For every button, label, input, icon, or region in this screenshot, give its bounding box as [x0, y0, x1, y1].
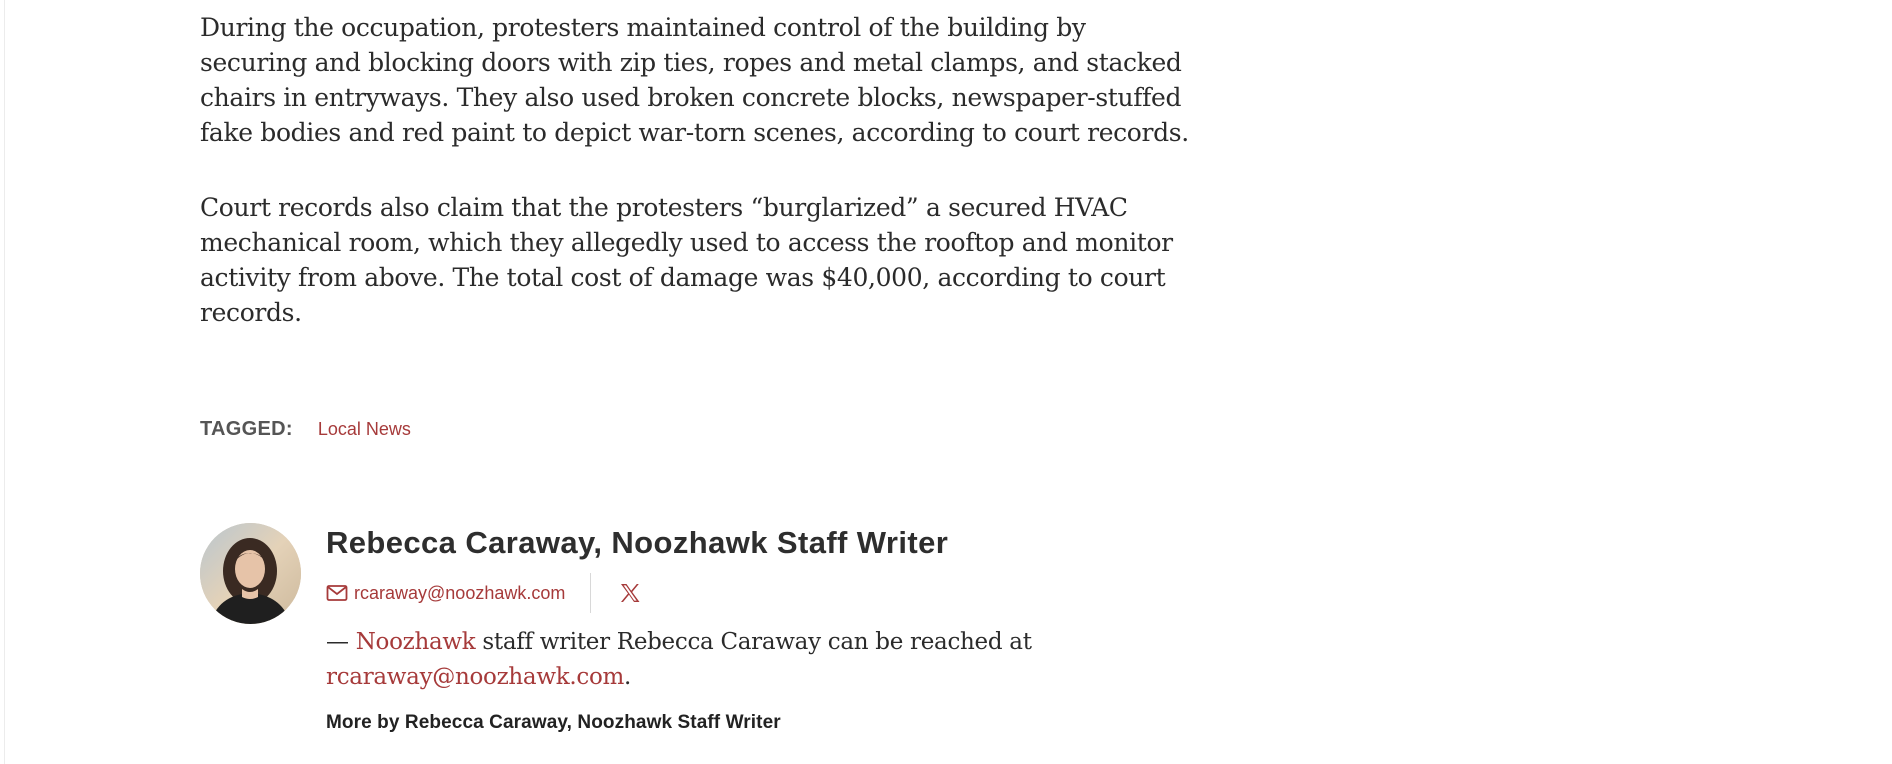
- author-avatar[interactable]: [200, 523, 301, 624]
- more-by-author-link[interactable]: More by Rebecca Caraway, Noozhawk Staff Writer: [326, 712, 781, 733]
- bio-email-link[interactable]: rcaraway@noozhawk.com: [326, 664, 625, 690]
- article-body: [200, 10, 1200, 330]
- author-name[interactable]: Rebecca Caraway, Noozhawk Staff Writer: [326, 525, 949, 560]
- tag-list: [200, 418, 411, 441]
- article-paragraph: During the occupation, protesters maintained control of the building by securing and blocking doors with zip ties, ropes and metal clamps, and stacked chairs in entryways. They also used broken concrete blocks, newspaper-stuffed fake bodies and red paint to depict war-torn scenes, according to court records.: [200, 13, 1189, 147]
- bio-text: staff writer Rebecca Caraway can be reached at: [475, 629, 1032, 655]
- page-left-border: [4, 0, 5, 764]
- author-bio: [326, 625, 1106, 695]
- mail-icon: [326, 584, 348, 602]
- contact-divider: [590, 573, 591, 613]
- bio-suffix: .: [624, 664, 632, 690]
- author-email-link[interactable]: [326, 583, 565, 604]
- author-email-text: rcaraway@noozhawk.com: [354, 582, 566, 603]
- tag-link-local-news[interactable]: Local News: [317, 419, 411, 439]
- bio-prefix: —: [326, 629, 356, 655]
- author-details: [326, 523, 1106, 734]
- author-contact-row: [326, 573, 1106, 613]
- tagged-label: TAGGED:: [200, 418, 293, 440]
- x-twitter-icon[interactable]: [619, 582, 641, 604]
- avatar-photo-icon: [200, 523, 301, 624]
- bio-publication-link[interactable]: Noozhawk: [355, 629, 476, 655]
- article-paragraph: Court records also claim that the protesters “burglarized” a secured HVAC mechanical room, which they allegedly used to access the rooftop and monitor activity from above. The total cost of damage was $40,000, according to court records.: [200, 193, 1173, 327]
